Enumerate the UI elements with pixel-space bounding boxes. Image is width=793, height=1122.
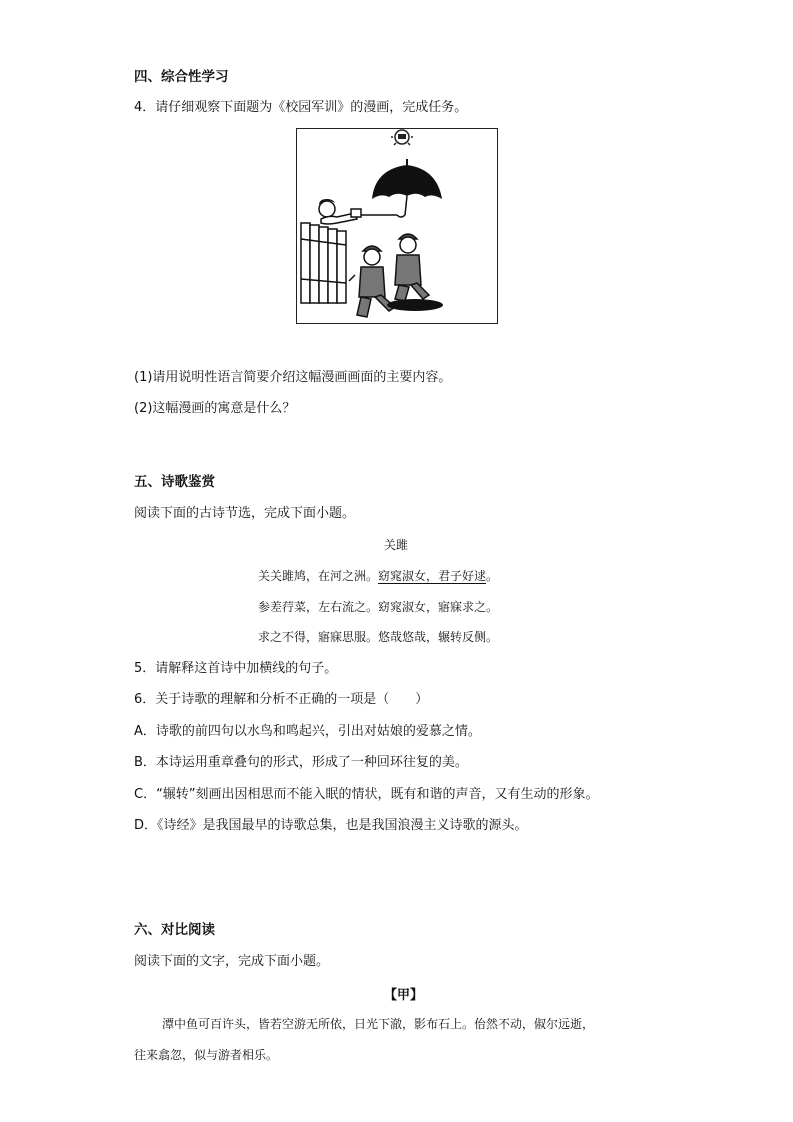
section-6-intro: 阅读下面的文字，完成下面小题。 [134, 954, 330, 969]
question-4: 4．请仔细观察下面题为《校园军训》的漫画，完成任务。 [134, 100, 468, 115]
question-5: 5．请解释这首诗中加横线的句子。 [134, 661, 338, 676]
passage-jia-line-2: 往来翕忽，似与游者相乐。 [134, 1048, 279, 1062]
section-5-intro: 阅读下面的古诗节选，完成下面小题。 [134, 506, 356, 521]
poem-underlined-sentence: 窈窕淑女，君子好逑 [378, 569, 487, 583]
sub-question-1: (1)请用说明性语言简要介绍这幅漫画画面的主要内容。 [134, 370, 452, 385]
section-heading-5: 五、诗歌鉴赏 [134, 474, 215, 490]
woman-figure [319, 199, 361, 224]
poem-title: 关雎 [384, 538, 409, 552]
sub-question-2: (2)这幅漫画的寓意是什么？ [134, 401, 296, 416]
question-6: 6．关于诗歌的理解和分析不正确的一项是（ ） [134, 692, 429, 707]
fence-shape [301, 223, 346, 303]
poem-line-1-end: 。 [486, 569, 499, 583]
cartoon-illustration [297, 129, 496, 322]
poem-line-2: 参差荇菜，左右流之。窈窕淑女，寤寐求之。 [258, 600, 499, 614]
umbrella-icon [359, 159, 442, 217]
section-heading-4: 四、综合性学习 [134, 69, 229, 85]
poem-line-1 [258, 568, 498, 584]
option-c: C．“辗转”刻画出因相思而不能入眠的情状，既有和谐的声音，又有生动的形象。 [134, 787, 599, 802]
option-d: D．《诗经》是我国最早的诗歌总集，也是我国浪漫主义诗歌的源头。 [134, 818, 528, 833]
option-a: A．诗歌的前四句以水鸟和鸣起兴，引出对姑娘的爱慕之情。 [134, 724, 481, 739]
passage-jia-title: 【甲】 [384, 988, 424, 1003]
section-heading-6: 六、对比阅读 [134, 922, 215, 938]
poem-line-3: 求之不得，寤寐思服。悠哉悠哉，辗转反侧。 [258, 630, 499, 644]
poem-line-1-part-a: 关关雎鸠，在河之洲。 [258, 569, 379, 583]
cartoon-image [296, 128, 498, 324]
option-b: B．本诗运用重章叠句的形式，形成了一种回环往复的美。 [134, 755, 468, 770]
student-soldier-figure-2 [387, 234, 443, 311]
sun-icon [391, 129, 413, 145]
passage-jia-line-1: 潭中鱼可百许头，皆若空游无所依，日光下澈，影布石上。佁然不动，俶尔远逝， [162, 1017, 595, 1031]
